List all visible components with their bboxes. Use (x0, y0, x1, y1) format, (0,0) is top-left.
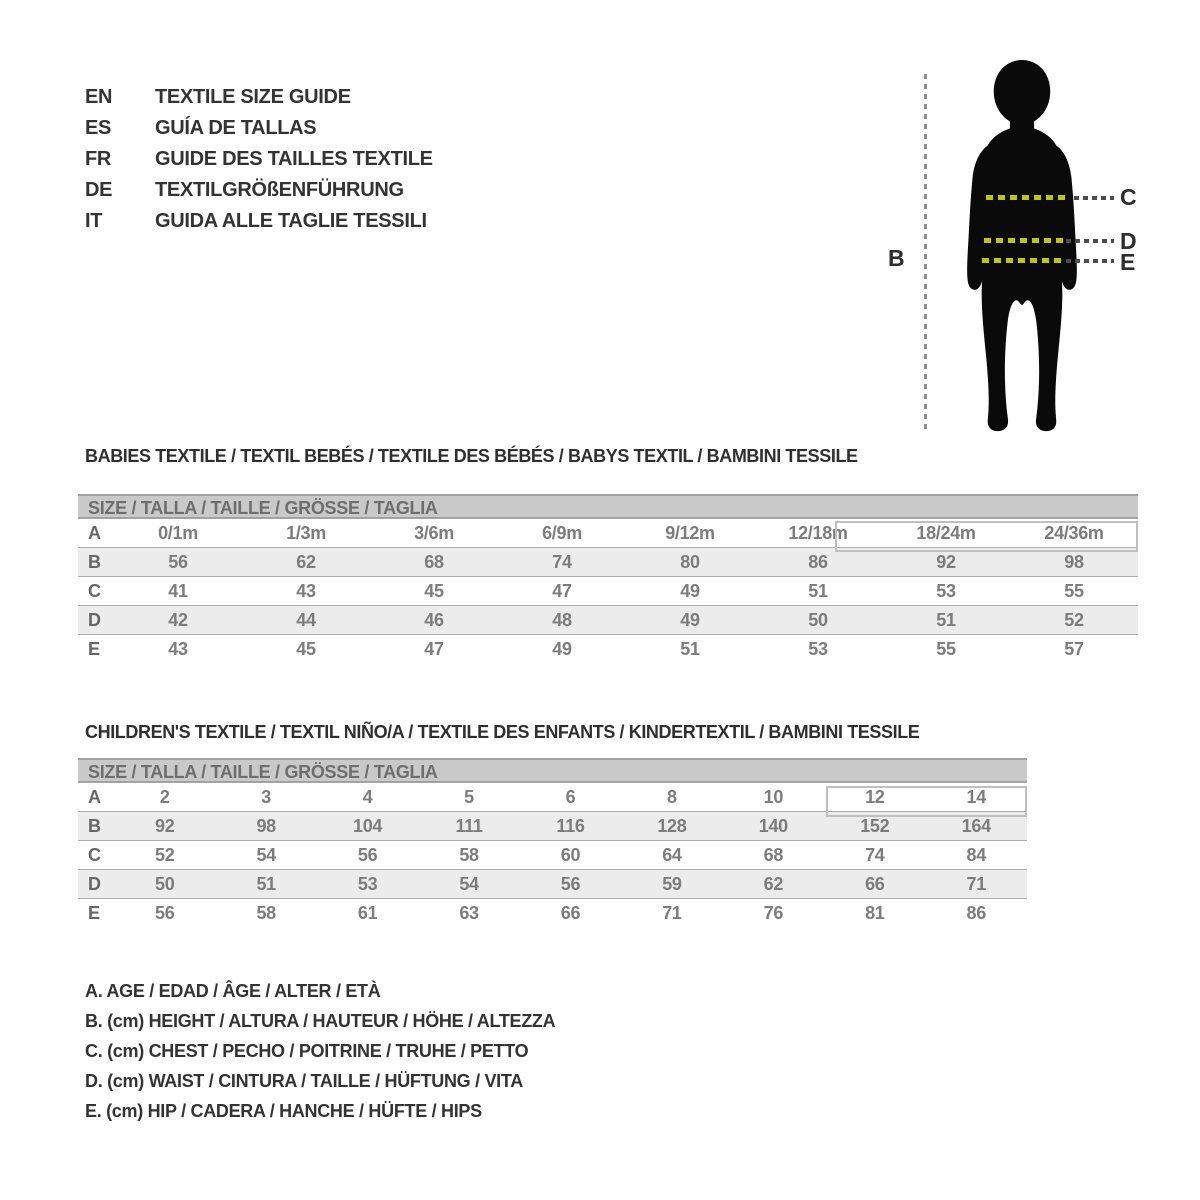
hip-measure-line (982, 258, 1066, 263)
row-label: E (88, 902, 100, 923)
size-value-cell: 68 (723, 841, 824, 870)
size-value-cell: 76 (763, 902, 784, 923)
row-label: D (78, 606, 114, 635)
size-value-cell: 86 (966, 902, 986, 923)
legend-line-age: A. AGE / EDAD / ÂGE / ALTER / ETÀ (85, 981, 381, 1001)
language-code: ES (85, 117, 112, 139)
legend-line-height: B. (cm) HEIGHT / ALTURA / HAUTEUR / HÖHE / ALTEZZA (85, 1011, 556, 1031)
size-value-cell: 14 (926, 783, 1028, 812)
size-value-cell: 50 (114, 870, 215, 899)
guide-title: TEXTILE SIZE GUIDE (155, 86, 351, 108)
language-code: IT (85, 210, 103, 232)
size-value-cell: 1/3m (242, 519, 370, 548)
language-code: EN (85, 86, 113, 108)
size-value-cell: 164 (926, 812, 1028, 841)
guide-title: GUÍA DE TALLAS (155, 117, 317, 139)
size-value-cell: 92 (114, 812, 215, 841)
size-value-cell: 80 (626, 548, 754, 577)
size-value-cell: 84 (926, 841, 1028, 870)
language-row (85, 82, 433, 113)
size-value-cell: 46 (370, 606, 498, 635)
measurement-figure (880, 40, 1180, 460)
size-value-cell: 98 (215, 812, 316, 841)
child-silhouette-icon (956, 58, 1088, 436)
size-value-cell: 54 (215, 841, 316, 870)
size-value-cell: 68 (370, 548, 498, 577)
size-value-cell: 59 (621, 870, 722, 899)
table-row (78, 899, 1027, 928)
size-value-cell: 71 (926, 870, 1028, 899)
selection-outline (826, 786, 1027, 817)
size-value-cell: 3 (215, 783, 316, 812)
size-value-cell: 55 (936, 638, 956, 659)
size-value-cell: 58 (256, 902, 276, 923)
size-value-cell: 53 (882, 577, 1010, 606)
row-label: B (78, 548, 114, 577)
size-value-cell: 51 (754, 577, 882, 606)
size-value-cell: 12 (824, 783, 925, 812)
size-value-cell: 10 (723, 783, 824, 812)
size-value-cell: 24/36m (1010, 519, 1138, 548)
size-value-cell: 2 (114, 783, 215, 812)
language-row (85, 206, 433, 237)
size-value-cell: 51 (215, 870, 316, 899)
size-value-cell: 18/24m (882, 519, 1010, 548)
legend-line-hip: E. (cm) HIP / CADERA / HANCHE / HÜFTE / HIPS (85, 1101, 482, 1121)
legend-line-chest: C. (cm) CHEST / PECHO / POITRINE / TRUHE / PETTO (85, 1041, 529, 1061)
children-section-heading: CHILDREN'S TEXTILE / TEXTIL NIÑO/A / TEXTILE DES ENFANTS / KINDERTEXTIL / BAMBINI TESSILE (85, 722, 920, 742)
size-value-cell: 92 (882, 548, 1010, 577)
size-value-cell: 54 (418, 870, 519, 899)
size-value-cell: 62 (723, 870, 824, 899)
size-value-cell: 45 (296, 638, 316, 659)
size-value-cell: 104 (317, 812, 418, 841)
size-value-cell: 47 (424, 638, 444, 659)
language-code: DE (85, 179, 113, 201)
size-value-cell: 140 (723, 812, 824, 841)
size-value-cell: 49 (626, 577, 754, 606)
size-value-cell: 66 (560, 902, 581, 923)
table-row (78, 635, 1138, 664)
guide-title: GUIDA ALLE TAGLIE TESSILI (155, 210, 427, 232)
size-value-cell: 42 (114, 606, 242, 635)
size-value-cell: 52 (114, 841, 215, 870)
size-value-cell: 41 (114, 577, 242, 606)
size-header-bar: SIZE / TALLA / TAILLE / GRÖSSE / TAGLIA (78, 758, 1027, 783)
babies-size-table-block (78, 494, 1138, 663)
size-value-cell: 9/12m (626, 519, 754, 548)
size-value-cell: 12/18m (754, 519, 882, 548)
size-value-cell: 152 (824, 812, 925, 841)
size-value-cell: 62 (242, 548, 370, 577)
row-label: C (78, 577, 114, 606)
size-value-cell: 66 (824, 870, 925, 899)
height-label: B (888, 245, 905, 271)
size-value-cell: 56 (155, 902, 175, 923)
size-value-cell: 74 (498, 548, 626, 577)
size-value-cell: 5 (418, 783, 519, 812)
measurement-legend (85, 976, 555, 1126)
row-label: B (78, 812, 114, 841)
selection-outline (835, 521, 1138, 552)
size-value-cell: 43 (168, 638, 188, 659)
size-value-cell: 111 (418, 812, 519, 841)
table-row (78, 870, 1027, 899)
row-label: A (78, 783, 114, 812)
size-value-cell: 48 (498, 606, 626, 635)
babies-section-heading: BABIES TEXTILE / TEXTIL BEBÉS / TEXTILE DES BÉBÉS / BABYS TEXTIL / BAMBINI TESSILE (85, 446, 858, 466)
size-value-cell: 81 (865, 902, 885, 923)
size-value-cell: 56 (317, 841, 418, 870)
table-row (78, 606, 1138, 635)
chest-leader-line (1074, 196, 1114, 200)
row-label: E (88, 638, 100, 659)
hip-leader-line (1066, 259, 1114, 263)
size-value-cell: 6 (520, 783, 621, 812)
size-value-cell: 63 (459, 902, 479, 923)
language-title-block (85, 82, 433, 237)
size-value-cell: 43 (242, 577, 370, 606)
size-value-cell: 60 (520, 841, 621, 870)
size-value-cell: 50 (754, 606, 882, 635)
language-row (85, 144, 433, 175)
size-value-cell: 64 (621, 841, 722, 870)
legend-line-waist: D. (cm) WAIST / CINTURA / TAILLE / HÜFTUNG / VITA (85, 1071, 523, 1091)
size-value-cell: 74 (824, 841, 925, 870)
waist-measure-line (984, 238, 1064, 243)
size-value-cell: 51 (882, 606, 1010, 635)
size-value-cell: 98 (1010, 548, 1138, 577)
hip-label: E (1120, 249, 1136, 275)
size-value-cell: 58 (418, 841, 519, 870)
size-value-cell: 55 (1010, 577, 1138, 606)
children-size-table-block (78, 758, 1027, 927)
size-value-cell: 57 (1064, 638, 1084, 659)
size-value-cell: 61 (357, 902, 378, 923)
size-value-cell: 116 (520, 812, 621, 841)
size-value-cell: 51 (680, 638, 700, 659)
size-value-cell: 53 (317, 870, 418, 899)
size-value-cell: 56 (114, 548, 242, 577)
size-value-cell: 128 (621, 812, 722, 841)
row-label: C (78, 841, 114, 870)
size-value-cell: 0/1m (114, 519, 242, 548)
row-label: D (78, 870, 114, 899)
size-value-cell: 49 (626, 606, 754, 635)
guide-title: GUIDE DES TAILLES TEXTILE (155, 148, 433, 170)
size-value-cell: 6/9m (498, 519, 626, 548)
size-value-cell: 53 (808, 638, 828, 659)
height-measure-line (924, 74, 927, 432)
language-row (85, 113, 433, 144)
table-row (78, 577, 1138, 606)
size-value-cell: 56 (520, 870, 621, 899)
waist-leader-line (1066, 239, 1114, 243)
size-value-cell: 71 (662, 902, 682, 923)
size-value-cell: 52 (1010, 606, 1138, 635)
language-code: FR (85, 148, 112, 170)
size-header-bar: SIZE / TALLA / TAILLE / GRÖSSE / TAGLIA (78, 494, 1138, 519)
table-row (78, 841, 1027, 870)
size-value-cell: 8 (621, 783, 722, 812)
size-value-cell: 45 (370, 577, 498, 606)
language-row (85, 175, 433, 206)
size-value-cell: 3/6m (370, 519, 498, 548)
guide-title: TEXTILGRÖßENFÜHRUNG (155, 179, 404, 201)
row-label: A (78, 519, 114, 548)
size-value-cell: 86 (754, 548, 882, 577)
chest-measure-line (986, 195, 1070, 200)
size-value-cell: 49 (552, 638, 572, 659)
chest-label: C (1120, 184, 1137, 210)
waist-label: D (1120, 228, 1137, 254)
size-value-cell: 44 (242, 606, 370, 635)
size-value-cell: 47 (498, 577, 626, 606)
size-value-cell: 4 (317, 783, 418, 812)
